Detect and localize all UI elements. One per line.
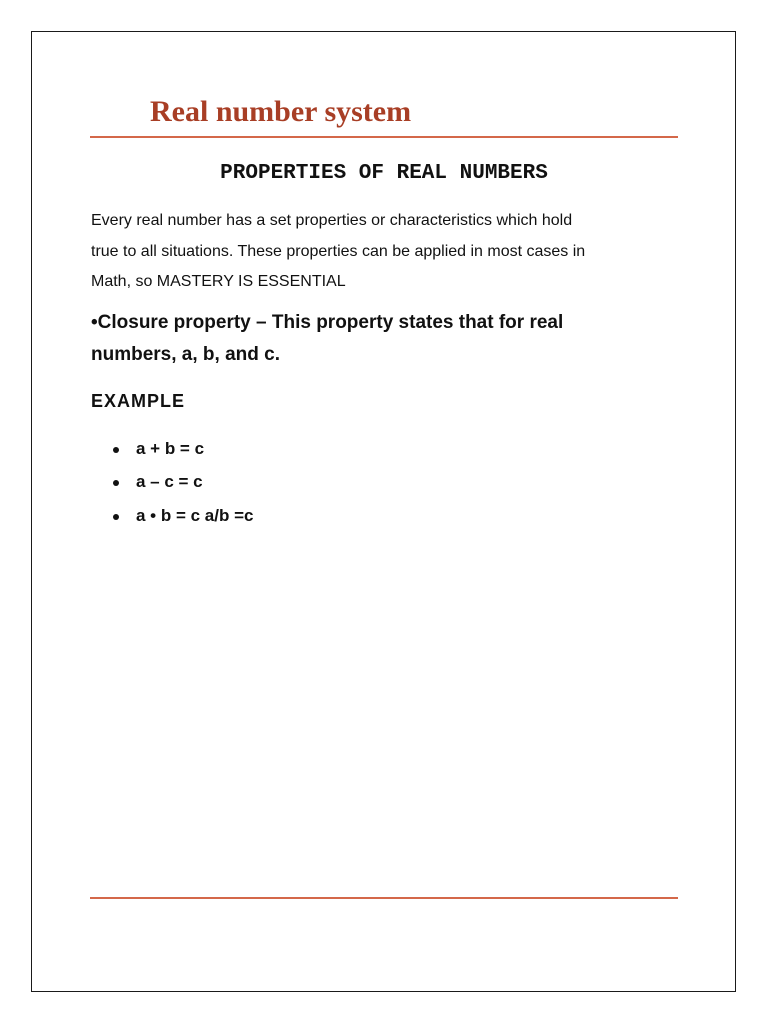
- example-label: EXAMPLE: [91, 391, 186, 411]
- page-title: Real number system: [150, 95, 412, 128]
- section-heading: PROPERTIES OF REAL NUMBERS: [220, 162, 548, 185]
- intro-line: Math, so MASTERY IS ESSENTIAL: [91, 273, 346, 290]
- list-item: [113, 499, 253, 533]
- closure-line: •Closure property – This property states that for real: [91, 312, 564, 333]
- intro-line: true to all situations. These properties can be applied in most cases in: [91, 242, 586, 260]
- bullet-icon: [113, 480, 119, 486]
- top-divider: [90, 136, 678, 138]
- list-item: [113, 466, 253, 500]
- list-item: [113, 432, 253, 466]
- bottom-divider: [90, 897, 678, 899]
- closure-property-paragraph: [91, 307, 691, 371]
- intro-paragraph: [91, 206, 691, 298]
- example-text: a • b = c a/b =c: [136, 505, 254, 525]
- intro-line: Every real number has a set properties or characteristics which hold: [91, 212, 573, 229]
- example-text: a – c = c: [136, 472, 203, 492]
- example-list: [113, 432, 253, 533]
- bullet-icon: [113, 514, 119, 520]
- example-text: a + b = c: [136, 438, 205, 458]
- closure-line: numbers, a, b, and c.: [91, 344, 280, 365]
- bullet-icon: [113, 447, 119, 453]
